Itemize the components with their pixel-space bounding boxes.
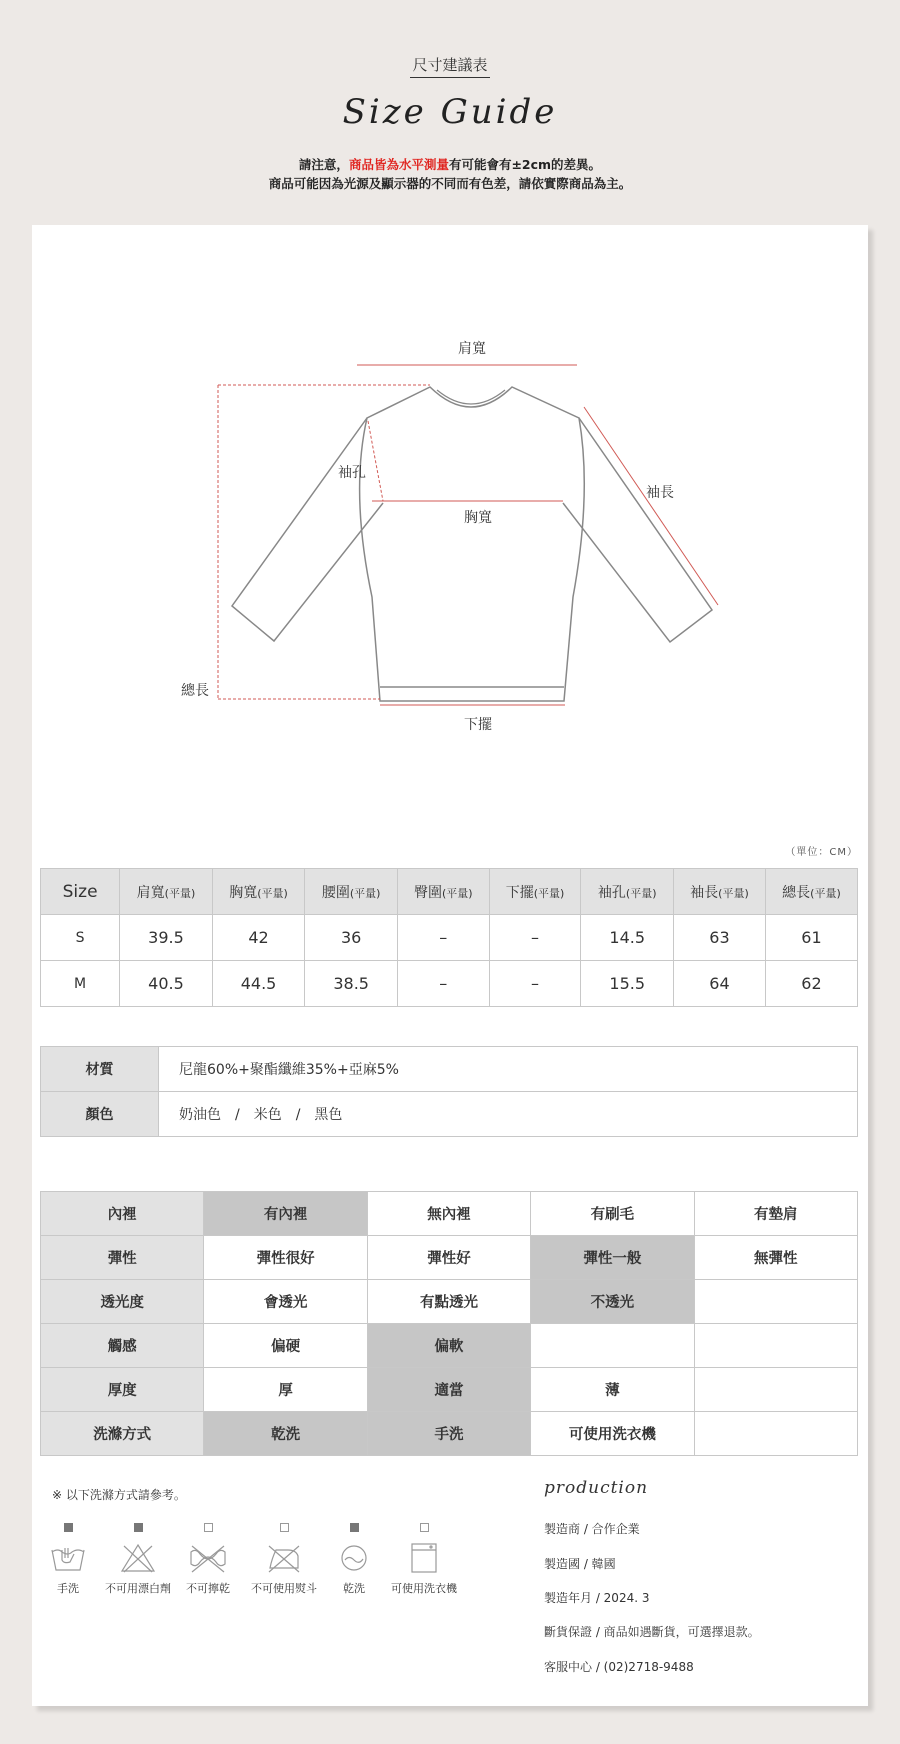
size-value-cell: 15.5 <box>581 961 674 1007</box>
size-header-sub: (平量) <box>257 886 288 900</box>
size-name-cell: M <box>41 961 120 1007</box>
garment-diagram <box>32 225 868 845</box>
sweater-outline <box>232 387 712 701</box>
attribute-option: 有墊肩 <box>694 1192 857 1236</box>
size-header-sub: (平量) <box>164 886 196 900</box>
size-header-sub: (平量) <box>442 886 473 900</box>
size-header-cell: 下擺(平量) <box>489 869 581 915</box>
label-shoulder: 肩寬 <box>458 341 486 357</box>
size-header-sub: (平量) <box>533 886 565 900</box>
attribute-option: 無內裡 <box>367 1192 530 1236</box>
production-guarantee: 斷貨保證 / 商品如遇斷貨，可選擇退款。 <box>544 1625 760 1639</box>
attribute-label: 洗滌方式 <box>41 1412 204 1456</box>
size-guide-card <box>32 225 868 1706</box>
note-highlight: 商品皆為水平測量 <box>348 157 449 172</box>
size-value-cell: 14.5 <box>581 915 674 961</box>
attribute-option: 不透光 <box>531 1280 694 1324</box>
attribute-option: 適當 <box>367 1368 530 1412</box>
wash-item-no-wring <box>168 1523 248 1596</box>
wash-label: 手洗 <box>57 1582 79 1595</box>
attribute-option: 手洗 <box>367 1412 530 1456</box>
no-iron-icon <box>266 1542 302 1574</box>
size-value-cell: 40.5 <box>120 961 213 1007</box>
color-value: 奶油色 / 米色 / 黑色 <box>159 1092 858 1137</box>
production-maker: 製造商 / 合作企業 <box>544 1522 640 1536</box>
wash-item-no-bleach <box>98 1523 178 1596</box>
size-value-cell: 44.5 <box>212 961 305 1007</box>
wash-check <box>64 1523 73 1532</box>
no-bleach-icon <box>120 1542 156 1574</box>
wash-label: 不可使用熨斗 <box>251 1582 317 1595</box>
size-value-cell: – <box>489 915 581 961</box>
wash-item-no-iron <box>244 1523 324 1596</box>
size-value-cell: 36 <box>305 915 398 961</box>
size-header-cell: 袖孔(平量) <box>581 869 674 915</box>
attribute-option: 可使用洗衣機 <box>531 1412 694 1456</box>
note-text: 有可能會有±2cm的差異。 <box>448 157 602 172</box>
attribute-option: 厚 <box>204 1368 367 1412</box>
color-row <box>41 1092 858 1137</box>
wash-check <box>204 1523 213 1532</box>
attribute-option: 有刷毛 <box>531 1192 694 1236</box>
attribute-option: 乾洗 <box>204 1412 367 1456</box>
size-header-cell: 胸寬(平量) <box>212 869 305 915</box>
material-value: 尼龍60%+聚酯纖維35%+亞麻5% <box>159 1047 858 1092</box>
size-name-cell: S <box>41 915 120 961</box>
size-header-sub: (平量) <box>625 886 657 900</box>
size-value-cell: 64 <box>674 961 766 1007</box>
attribute-row <box>41 1324 858 1368</box>
label-length: 總長 <box>181 683 209 699</box>
size-table-body <box>41 915 858 1007</box>
attribute-row <box>41 1192 858 1236</box>
size-header-cell: 腰圍(平量) <box>305 869 398 915</box>
dry-clean-icon <box>336 1542 372 1574</box>
wash-note: ※ 以下洗滌方式請參考。 <box>52 1488 186 1502</box>
size-header-cell: 臀圍(平量) <box>397 869 489 915</box>
attribute-option: 偏軟 <box>367 1324 530 1368</box>
attribute-label: 彈性 <box>41 1236 204 1280</box>
subtitle-text: 尺寸建議表 <box>410 56 489 78</box>
note-text: 請注意， <box>298 157 349 172</box>
attribute-option: 彈性好 <box>367 1236 530 1280</box>
attribute-option: 彈性很好 <box>204 1236 367 1280</box>
size-value-cell: 42 <box>212 915 305 961</box>
size-value-cell: 63 <box>674 915 766 961</box>
size-header-cell: 總長(平量) <box>765 869 857 915</box>
size-table-header <box>41 869 858 915</box>
unit-label: （單位：CM） <box>785 847 858 858</box>
attribute-table-body <box>41 1192 858 1456</box>
attribute-option: 會透光 <box>204 1280 367 1324</box>
attribute-table <box>40 1191 858 1456</box>
attribute-label: 內裡 <box>41 1192 204 1236</box>
attribute-option <box>694 1412 857 1456</box>
wash-item-hand-wash <box>28 1523 108 1596</box>
attribute-option <box>531 1324 694 1368</box>
attribute-option: 有點透光 <box>367 1280 530 1324</box>
hand-wash-icon <box>50 1542 86 1574</box>
material-label: 材質 <box>41 1047 159 1092</box>
label-hem: 下擺 <box>464 717 492 733</box>
no-wring-icon <box>188 1542 228 1574</box>
wash-item-dry-clean <box>314 1523 394 1596</box>
wash-label: 乾洗 <box>343 1582 365 1595</box>
size-value-cell: 38.5 <box>305 961 398 1007</box>
wash-label: 不可擰乾 <box>186 1582 230 1595</box>
attribute-option: 有內裡 <box>204 1192 367 1236</box>
color-label: 顏色 <box>41 1092 159 1137</box>
production-country: 製造國 / 韓國 <box>544 1557 616 1571</box>
wash-check <box>420 1523 429 1532</box>
size-value-cell: – <box>489 961 581 1007</box>
label-sleeve: 袖長 <box>646 485 674 501</box>
size-header-sub: (平量) <box>349 886 381 900</box>
size-value-cell: 62 <box>765 961 857 1007</box>
measurement-lines <box>218 365 718 705</box>
wash-check <box>350 1523 359 1532</box>
wash-check <box>280 1523 289 1532</box>
note-text: 商品可能因為光源及顯示器的不同而有色差，請依實際商品為主。 <box>268 176 632 191</box>
production-date: 製造年月 / 2024. 3 <box>544 1591 650 1605</box>
attribute-option <box>694 1368 857 1412</box>
attribute-label: 透光度 <box>41 1280 204 1324</box>
attribute-option <box>694 1280 857 1324</box>
size-header-cell: Size <box>41 869 120 915</box>
size-header-sub: (平量) <box>810 886 841 900</box>
size-value-cell: – <box>397 915 489 961</box>
attribute-label: 觸感 <box>41 1324 204 1368</box>
attribute-option: 薄 <box>531 1368 694 1412</box>
attribute-option: 偏硬 <box>204 1324 367 1368</box>
page-title: Size Guide <box>342 92 558 132</box>
attribute-option: 無彈性 <box>694 1236 857 1280</box>
attribute-row <box>41 1280 858 1324</box>
wash-check <box>134 1523 143 1532</box>
size-value-cell: 39.5 <box>120 915 213 961</box>
production-title: production <box>544 1478 649 1498</box>
attribute-label: 厚度 <box>41 1368 204 1412</box>
size-value-cell: 61 <box>765 915 857 961</box>
washing-machine-icon <box>406 1542 442 1574</box>
size-header-sub: (平量) <box>718 886 749 900</box>
size-header-cell: 肩寬(平量) <box>120 869 213 915</box>
attribute-option <box>694 1324 857 1368</box>
material-row <box>41 1047 858 1092</box>
label-chest: 胸寬 <box>464 510 492 526</box>
material-table <box>40 1046 858 1137</box>
wash-item-washing-machine <box>384 1523 464 1596</box>
measurement-note <box>0 155 900 193</box>
size-row <box>41 961 858 1007</box>
size-value-cell: – <box>397 961 489 1007</box>
size-header-cell: 袖長(平量) <box>674 869 766 915</box>
size-table <box>40 868 858 1007</box>
label-armhole: 袖孔 <box>338 465 366 481</box>
wash-label: 可使用洗衣機 <box>391 1582 457 1595</box>
attribute-option: 彈性一般 <box>531 1236 694 1280</box>
size-row <box>41 915 858 961</box>
production-service: 客服中心 / (02)2718-9488 <box>544 1660 694 1674</box>
attribute-row <box>41 1368 858 1412</box>
page-subtitle <box>0 54 900 75</box>
attribute-row <box>41 1412 858 1456</box>
attribute-row <box>41 1236 858 1280</box>
wash-label: 不可用漂白劑 <box>105 1582 171 1595</box>
